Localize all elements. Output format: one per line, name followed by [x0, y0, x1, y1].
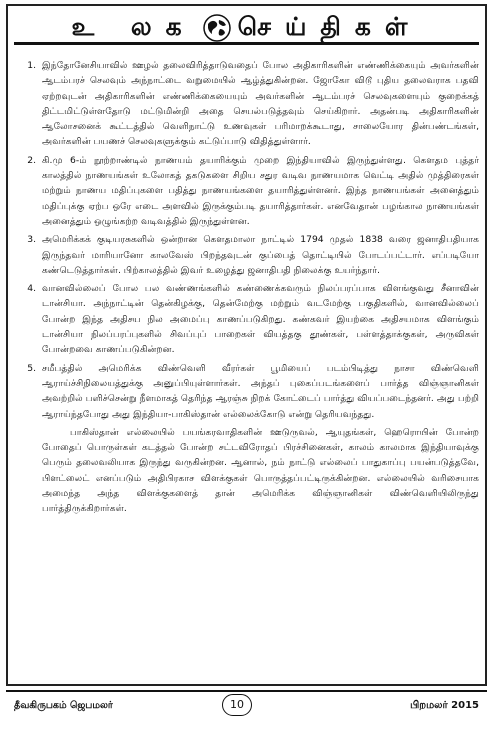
header-rule: [14, 42, 479, 45]
item-number: 1.: [27, 60, 36, 71]
item-number: 5.: [27, 362, 36, 374]
title-part-2: செய்திகள்: [237, 11, 422, 41]
item-continuation: பாகிஸ்தான் எல்லையில் பயங்கரவாதிகளின் ஊடுருவல், ஆயுதங்கள், ஹெரொயின் போன்ற போதைப் பொருள்கள் கடத்தல் போன்ற சட்டவிரோதப் பிரச்சினைகள், காலம் காலமாக இந்தியாவுக்கு பெரும் தலைவலியாக இருந்து வருகின்றன. ஆனால், நம் நாட்டு எல்லைப் பாதுகாப்பு பயன்படுத்தவே, பிளட்லைட் எனப்படும் அதிபிரகாச விளக்குகள் பொருத்தப்பட்டிருக்கின்றன. எல்லையில் வரிசையாக அமைந்த அந்த விளக்குகளைத் தான் அமெரிக்க விஞ்ஞானிகள் விண்வெளியிலிருந்து பார்த்திருக்கிறார்கள்.: [42, 426, 479, 515]
page-title: [72, 12, 422, 45]
item-text: கி.மு 6-ம் நூற்றாண்டில் நாணயம் தயாரிக்கும் முறை இந்தியாவில் இருந்துள்ளது. கௌதம புத்தர் காலத்தில் நாணயங்கள் உலோகத் தகடுகளை சிறிய சதுர வடிவ நாணயமாக வெட்டி அதில் முத்திரைகள் மற்றும் நாணய மதிப்புகளை பதித்து நாணயங்களை தயாரித்துள்ளனர். இந்த நாணயங்கள் அனைத்தும் மதிப்புக்கு ஏற்ப ஒரே எடை அளவில் இருக்கும்படி தயாரித்தார்கள். எனவேதான் பழங்கால நாணயங்கள் அனைத்தும் ஒழுங்கற்ற வடிவத்தில் இருந்துள்ளன.: [42, 154, 479, 227]
item-number: 2.: [27, 154, 36, 166]
item-number: 3.: [27, 234, 36, 246]
page-footer: [6, 690, 487, 726]
item-number: 4.: [27, 283, 36, 295]
news-item: [14, 153, 479, 229]
item-text: சமீபத்தில் அமெரிக்க விண்வெளி வீரர்கள் பூமியைப் படம்பிடித்து நாசா விண்வெளி ஆராய்ச்சிநிலையத்துக்கு அனுப்பியுள்ளார்கள். அந்தப் புகைப்படங்களைப் பார்த்த விஞ்ஞானிகள் அவற்றில் பளிச்சென்று நீளமாகத் தெரிந்த ஆரஞ்சு நிறக் கோட்டைப் பார்த்து வியப்படைந்தனர். அது பற்றி ஆராய்ந்தபோது அது இந்தியா-பாகிஸ்தான் எல்லைக்கோடு என்று தெரியவந்தது.: [42, 362, 479, 420]
globe-icon: [202, 13, 232, 43]
news-item: [14, 281, 479, 357]
item-text: வானவில்லைப் போல பல வண்ணங்களில் கண்ணைக்கவரும் நிலப்பரப்பாக விளங்குவது சீனாவின் டான்சியா. அந்நாட்டின் தென்கிழக்கு, தென்மேற்கு மற்றும் வடமேற்கு பகுதிகளில், வானவில்லைப் போன்ற இந்த அதிசய நில அமைப்பு காணப்படுகிறது. கண்கவர் இயற்கை அதிசயமாக விளங்கும் டான்சியா நிலப்பரப்புகளில் சிவப்புப் பாறைகள் வியத்தகு தூண்கள், பள்ளத்தாக்குகள், அருவிகள் போன்றவை காணப்படுகின்றன.: [42, 283, 479, 356]
page-number: 10: [222, 694, 252, 716]
item-text: அமெரிக்கக் குடியரசுகளில் ஒன்றான கௌதமாலா நாட்டில் 1794 முதல் 1838 வரை ஜனாதிபதியாக இருந்தவர் மாரியானோ காலவேஸ் பிறந்தவுடன் குப்பைத் தொட்டியில் போடப்பட்டார். எப்படியோ கண்டெடுத்தார்கள். பிற்காலத்தில் இவர் உழைத்து ஜனாதிபதி நிலைக்கு உயர்ந்தார்.: [42, 234, 479, 276]
footer-issue: பிறமலர் 2015: [410, 700, 479, 711]
news-item: [14, 58, 479, 150]
title-part-1: உ லக: [71, 11, 196, 41]
page-header: [14, 8, 479, 48]
news-content: [14, 58, 479, 682]
footer-publication: தீவகிருபகம் ஜெபமலர்: [14, 700, 113, 711]
item-text: இந்தோனேசியாவில் ஊழல் தலைவிரித்தாடுவதைப் போல அதிகாரிகளின் எண்ணிக்கையும் அவர்களின் ஆடம்பரச் செலவும் அந்நாட்டை வறுமையில் ஆழ்த்துகின்றன. ஜோகோ விடூ புதிய தலைவராக பதவி ஏற்றவுடன் அதிகாரிகளின் எண்ணிக்கையையும் அவர்களின் ஆடம்பரச் செலவுகளையும் குறைக்கத் திட்டமிட்டுள்ளதோடு மட்டுமின்றி அதை செயல்படுத்தவும் செய்கிறார். அதன்படி அதிகாரிகளின் ஆலோசனைக் கூட்டத்தில் வெளிநாட்டு உணவுகள் பரிமாறக்கூடாது, சாலையோர தின்பண்டங்கள், அவர்களின் பயணச் செலவுகளுக்கும் கட்டுப்பாடு விதித்துள்ளார்.: [42, 60, 479, 148]
news-item: [14, 232, 479, 278]
news-item: [14, 361, 479, 422]
